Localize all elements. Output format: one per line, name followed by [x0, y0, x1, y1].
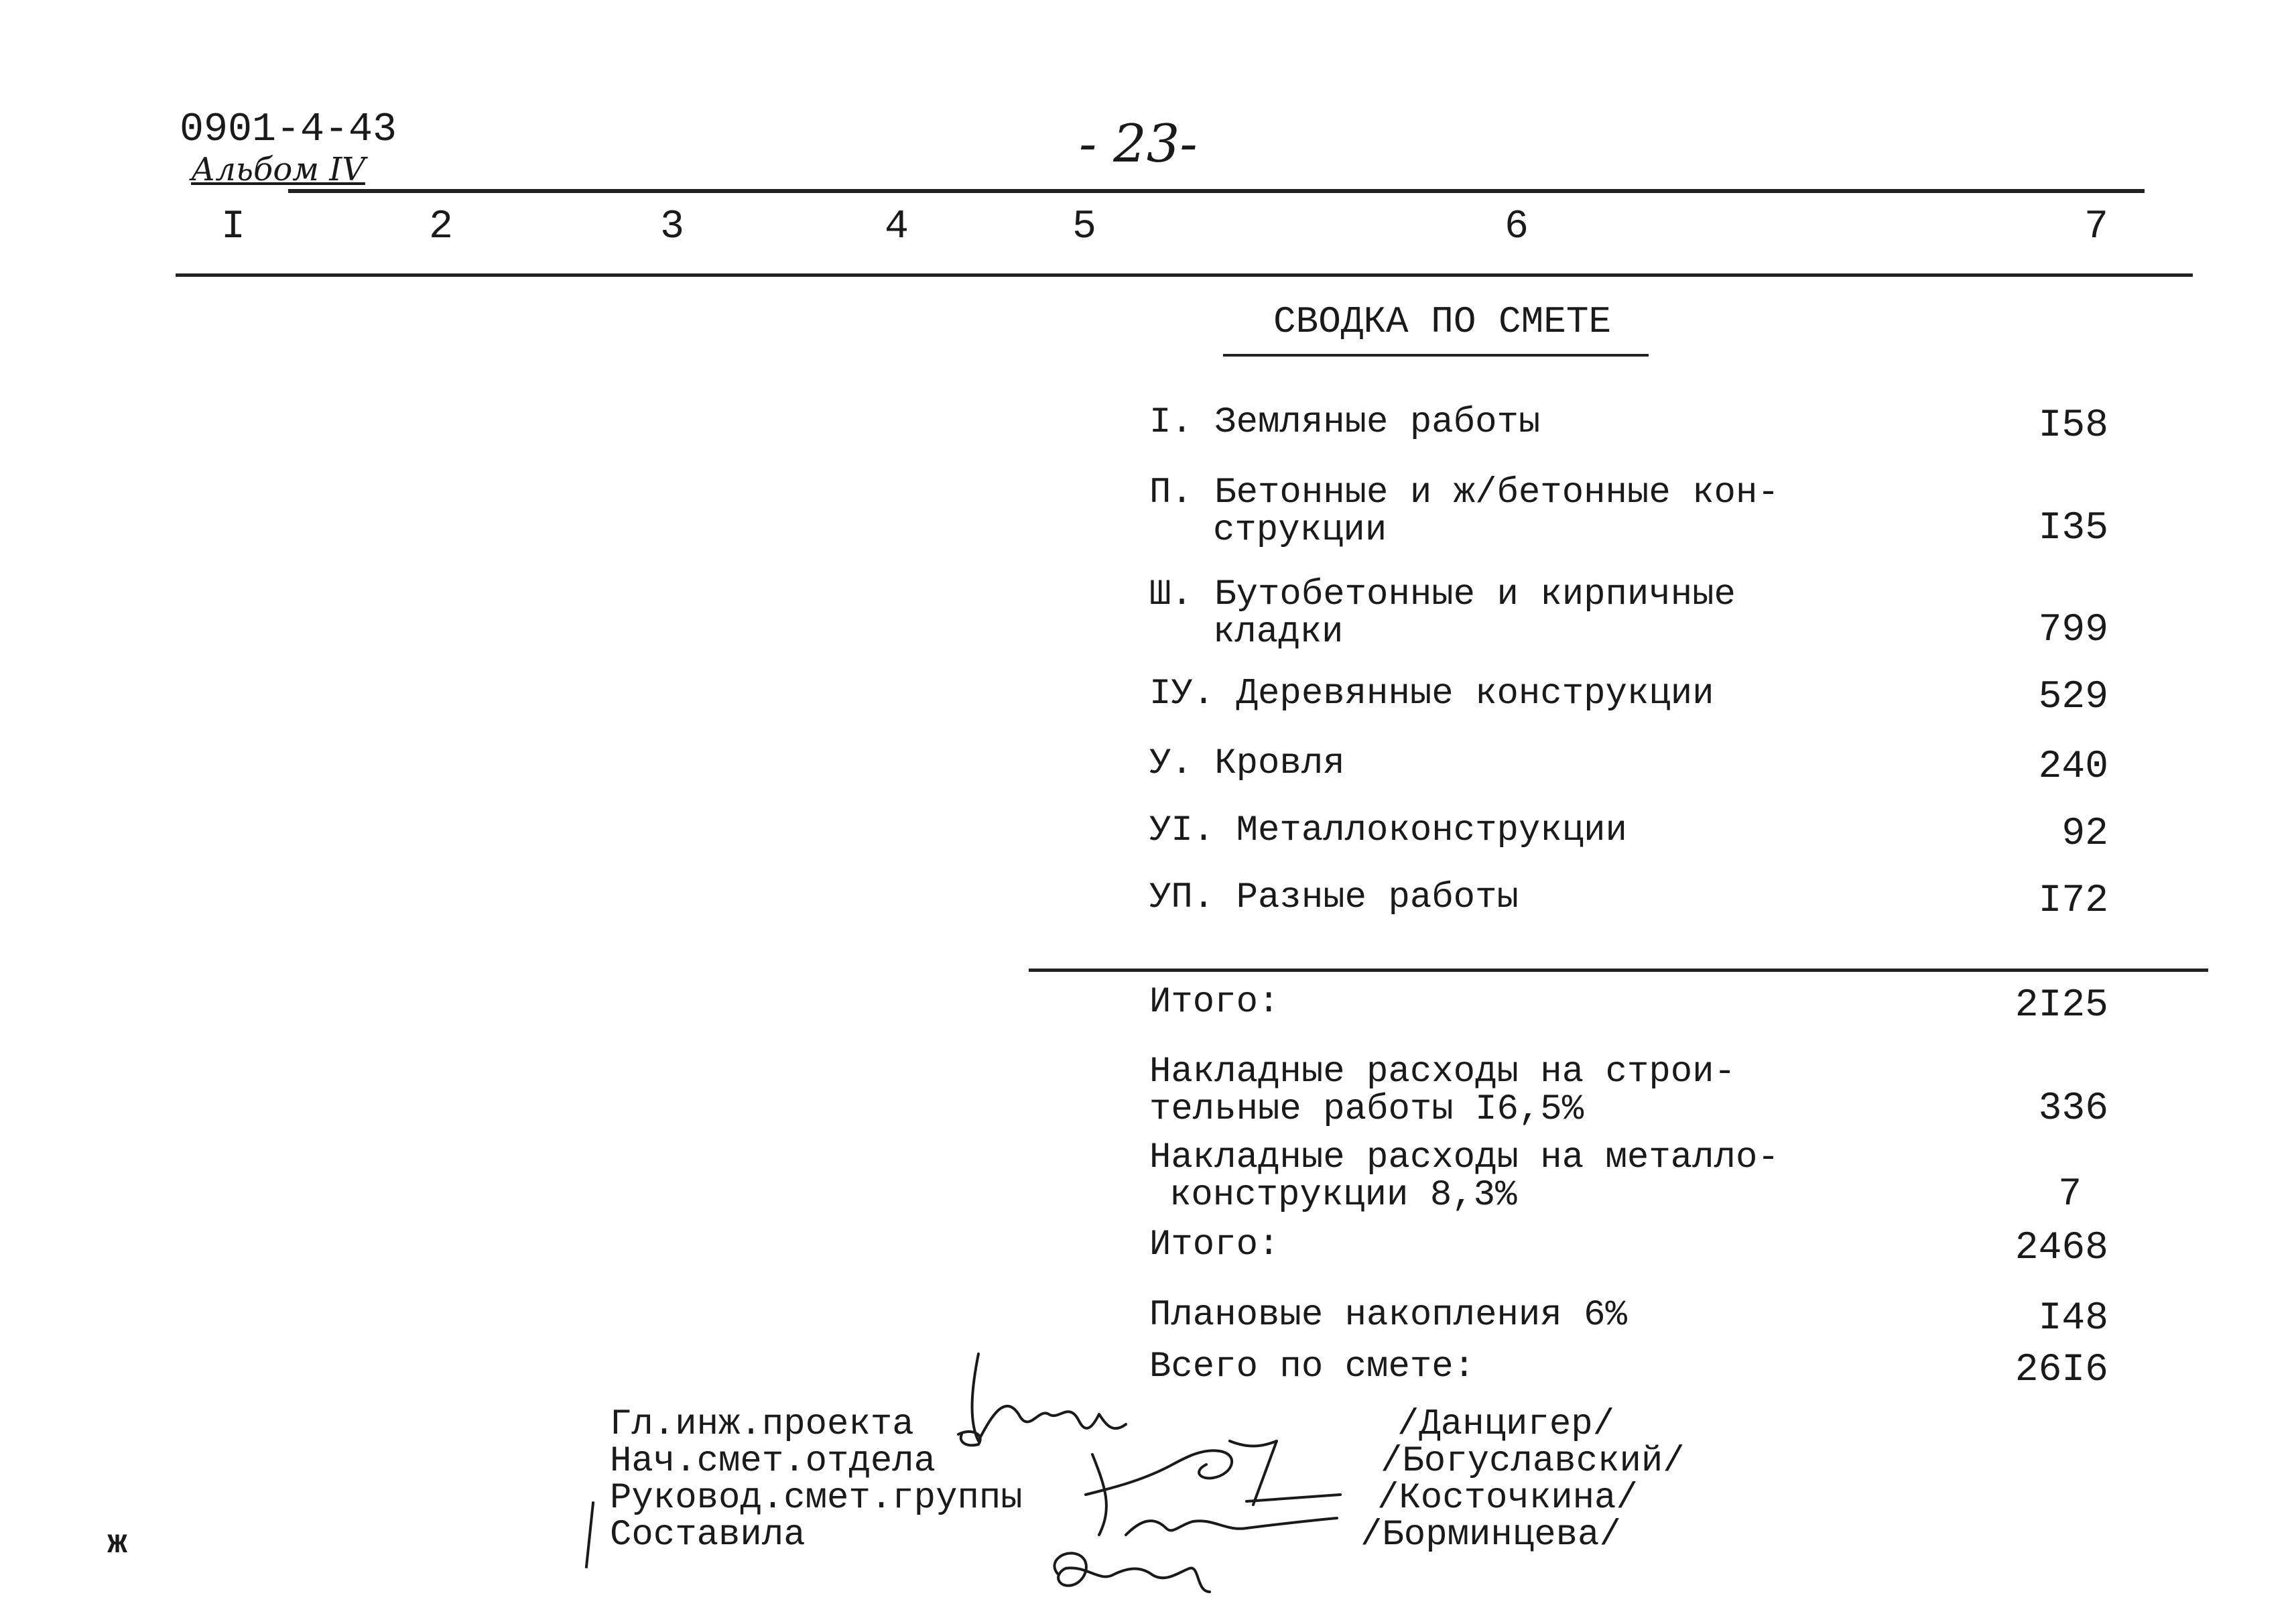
- column-number-1: I: [221, 204, 246, 250]
- signature-role-head-estimate-dept: Нач.смет.отдела: [610, 1441, 936, 1482]
- title-underline: [1223, 354, 1649, 357]
- section-2-label: П. Бетонные и ж/бетонные кон- струкции: [1149, 473, 1779, 551]
- subtotal-1-value: 2I25: [2015, 984, 2108, 1027]
- summary-title: СВОДКА ПО СМЕТЕ: [1273, 300, 1612, 343]
- header-top-rule: [288, 189, 2145, 193]
- column-number-6: 6: [1505, 204, 1529, 250]
- column-number-3: 3: [660, 204, 685, 250]
- overhead-metal-value: 7: [2058, 1173, 2082, 1216]
- column-header-bottom-rule: [176, 273, 2193, 277]
- overhead-metal-label: Накладные расходы на металло- конструкции 8,3%: [1149, 1137, 1779, 1216]
- subtotal-2-value: 2468: [2015, 1227, 2108, 1270]
- section-3-value: 799: [2038, 609, 2108, 652]
- handwritten-signatures: [576, 1334, 1394, 1602]
- section-7-value: I72: [2038, 879, 2108, 923]
- column-number-7: 7: [2084, 204, 2109, 250]
- totals-divider: [1029, 969, 2208, 972]
- signature-4-stroke: [1054, 1553, 1210, 1592]
- section-6-value: 92: [2061, 812, 2108, 856]
- signature-name-boguslavsky: /Богуславский/: [1381, 1441, 1685, 1482]
- signature-role-chief-engineer: Гл.инж.проекта: [610, 1404, 914, 1445]
- column-number-4: 4: [885, 204, 909, 250]
- section-5-label: У. Кровля: [1149, 743, 1345, 784]
- grand-total-value: 26I6: [2015, 1349, 2108, 1392]
- section-1-label: I. Земляные работы: [1149, 402, 1541, 443]
- corner-mark: ж: [107, 1525, 128, 1563]
- album-label: Альбом IV: [191, 151, 365, 188]
- signature-name-kostochkina: /Косточкина/: [1377, 1478, 1638, 1519]
- section-2-value: I35: [2038, 507, 2108, 550]
- overhead-construction-value: 336: [2038, 1087, 2108, 1131]
- page-number: - 23-: [1079, 114, 1198, 174]
- column-number-2: 2: [429, 204, 454, 250]
- signature-name-bormintseva: /Борминцева/: [1360, 1515, 1621, 1556]
- section-4-label: IУ. Деревянные конструкции: [1149, 674, 1714, 714]
- planned-savings-value: I48: [2038, 1297, 2108, 1340]
- subtotal-2-label: Итого:: [1149, 1225, 1280, 1265]
- document-code: 0901-4-43: [180, 107, 397, 153]
- column-number-5: 5: [1072, 204, 1097, 250]
- overhead-construction-label: Накладные расходы на строи- тельные работы I6,5%: [1149, 1052, 1736, 1130]
- grand-total-label: Всего по смете:: [1149, 1347, 1476, 1387]
- section-5-value: 240: [2038, 745, 2108, 789]
- signature-role-compiler: Составила: [610, 1515, 806, 1556]
- section-3-label: Ш. Бутобетонные и кирпичные кладки: [1149, 574, 1736, 653]
- section-7-label: УП. Разные работы: [1149, 877, 1519, 918]
- section-1-value: I58: [2038, 404, 2108, 448]
- planned-savings-label: Плановые накопления 6%: [1149, 1295, 1627, 1336]
- section-4-value: 529: [2038, 676, 2108, 719]
- subtotal-1-label: Итого:: [1149, 982, 1280, 1023]
- signature-role-estimate-group-lead: Руковод.смет.группы: [610, 1478, 1023, 1519]
- signature-1-stroke: [972, 1354, 1126, 1441]
- section-6-label: УI. Металлоконструкции: [1149, 810, 1627, 851]
- signature-3-stroke: [1126, 1518, 1337, 1535]
- signature-name-dantsiger: /Данцигер/: [1397, 1404, 1615, 1445]
